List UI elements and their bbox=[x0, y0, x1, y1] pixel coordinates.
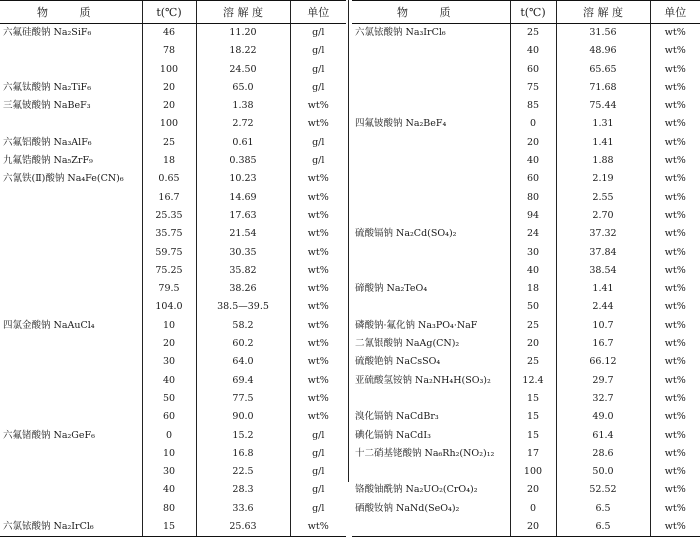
temperature-cell: 10 bbox=[142, 317, 196, 335]
substance-cell bbox=[0, 244, 142, 262]
unit-cell: wt% bbox=[650, 170, 700, 188]
substance-cell bbox=[0, 225, 142, 243]
temperature-cell: 15 bbox=[510, 408, 556, 426]
table-row bbox=[352, 189, 700, 207]
substance-cell bbox=[352, 207, 510, 225]
unit-cell: wt% bbox=[650, 427, 700, 445]
temperature-cell: 25 bbox=[510, 353, 556, 371]
unit-cell: wt% bbox=[290, 207, 346, 225]
table-row bbox=[352, 317, 700, 335]
unit-cell: wt% bbox=[650, 225, 700, 243]
unit-cell: wt% bbox=[290, 317, 346, 335]
table-row bbox=[0, 463, 346, 481]
table-row bbox=[0, 170, 346, 188]
substance-cell bbox=[0, 115, 142, 133]
solubility-cell: 28.6 bbox=[556, 445, 650, 463]
substance-cell bbox=[0, 463, 142, 481]
unit-cell: wt% bbox=[290, 335, 346, 353]
table-row bbox=[0, 189, 346, 207]
substance-cell: 六氟锗酸钠 Na₂GeF₆ bbox=[3, 429, 95, 441]
unit-cell: wt% bbox=[650, 317, 700, 335]
substance-cell: 十二硝基铑酸钠 Na₆Rh₂(NO₂)₁₂ bbox=[355, 447, 495, 459]
temperature-cell: 40 bbox=[510, 152, 556, 170]
substance-cell bbox=[352, 463, 510, 481]
solubility-cell: 48.96 bbox=[556, 42, 650, 60]
unit-cell: wt% bbox=[650, 463, 700, 481]
table-row bbox=[352, 408, 700, 426]
substance-cell: 六氯铱酸钠 Na₃IrCl₆ bbox=[355, 27, 446, 38]
substance-cell: 二氰银酸钠 NaAg(CN)₂ bbox=[355, 338, 460, 350]
substance-cell bbox=[0, 335, 142, 353]
solubility-cell: 6.5 bbox=[556, 500, 650, 518]
temperature-cell: 85 bbox=[510, 97, 556, 115]
solubility-cell: 77.5 bbox=[196, 390, 290, 408]
header-substance: 物 质 bbox=[352, 1, 510, 24]
substance-cell: 六氯铱酸钠 Na₂IrCl₆ bbox=[0, 518, 142, 537]
unit-cell: g/l bbox=[290, 24, 346, 43]
unit-cell: g/l bbox=[290, 500, 346, 518]
header-solubility: 溶 解 度 bbox=[196, 1, 290, 24]
temperature-cell: 100 bbox=[142, 61, 196, 79]
substance-cell: 硫酸镉钠 Na₂Cd(SO₄)₂ bbox=[355, 228, 457, 240]
solubility-cell: 58.2 bbox=[196, 317, 290, 335]
left-solubility-table bbox=[0, 0, 346, 537]
table-row bbox=[0, 353, 346, 371]
solubility-cell: 2.70 bbox=[556, 207, 650, 225]
temperature-cell: 104.0 bbox=[142, 298, 196, 316]
substance-cell bbox=[0, 408, 142, 426]
substance-cell bbox=[352, 79, 510, 97]
table-row bbox=[352, 225, 700, 243]
solubility-cell: 2.55 bbox=[556, 189, 650, 207]
temperature-cell: 100 bbox=[510, 463, 556, 481]
solubility-cell: 61.4 bbox=[556, 427, 650, 445]
table-row bbox=[352, 353, 700, 371]
unit-cell: wt% bbox=[650, 518, 700, 537]
table-row bbox=[0, 500, 346, 518]
unit-cell: g/l bbox=[290, 42, 346, 60]
unit-cell: wt% bbox=[650, 97, 700, 115]
temperature-cell: 10 bbox=[142, 445, 196, 463]
temperature-cell: 75 bbox=[510, 79, 556, 97]
temperature-cell: 94 bbox=[510, 207, 556, 225]
temperature-cell: 20 bbox=[510, 481, 556, 499]
temperature-cell: 75.25 bbox=[142, 262, 196, 280]
substance-cell: 四氯金酸钠 NaAuCl₄ bbox=[3, 319, 95, 331]
solubility-cell: 14.69 bbox=[196, 189, 290, 207]
solubility-cell: 6.5 bbox=[556, 518, 650, 537]
unit-cell: wt% bbox=[650, 189, 700, 207]
temperature-cell: 60 bbox=[510, 61, 556, 79]
substance-cell bbox=[0, 262, 142, 280]
temperature-cell: 50 bbox=[510, 298, 556, 316]
temperature-cell: 0 bbox=[510, 115, 556, 133]
unit-cell: wt% bbox=[290, 262, 346, 280]
substance-cell: 溴化镉钠 NaCdBr₃ bbox=[355, 411, 439, 423]
solubility-cell: 0.61 bbox=[196, 134, 290, 152]
header-temperature: t(℃) bbox=[142, 1, 196, 24]
solubility-cell: 28.3 bbox=[196, 481, 290, 499]
table-row bbox=[0, 390, 346, 408]
substance-cell bbox=[0, 298, 142, 316]
unit-cell: wt% bbox=[650, 152, 700, 170]
temperature-cell: 80 bbox=[142, 500, 196, 518]
right-solubility-table bbox=[352, 0, 700, 537]
substance-cell: 亚硫酸氢铵钠 Na₂NH₄H(SO₃)₂ bbox=[355, 374, 491, 386]
unit-cell: wt% bbox=[290, 298, 346, 316]
solubility-cell: 75.44 bbox=[556, 97, 650, 115]
solubility-cell: 37.32 bbox=[556, 225, 650, 243]
solubility-cell: 17.63 bbox=[196, 207, 290, 225]
temperature-cell: 60 bbox=[510, 170, 556, 188]
solubility-cell: 1.41 bbox=[556, 134, 650, 152]
unit-cell: wt% bbox=[290, 280, 346, 298]
solubility-cell: 30.35 bbox=[196, 244, 290, 262]
temperature-cell: 15 bbox=[510, 390, 556, 408]
solubility-cell: 18.22 bbox=[196, 42, 290, 60]
substance-cell bbox=[0, 42, 142, 60]
temperature-cell: 0 bbox=[142, 427, 196, 445]
unit-cell: wt% bbox=[650, 24, 700, 43]
solubility-cell: 22.5 bbox=[196, 463, 290, 481]
unit-cell: wt% bbox=[290, 390, 346, 408]
substance-cell: 六氰铁(Ⅱ)酸钠 Na₄Fe(CN)₆ bbox=[3, 173, 124, 185]
table-row bbox=[352, 207, 700, 225]
column-divider bbox=[348, 0, 349, 482]
unit-cell: wt% bbox=[650, 445, 700, 463]
unit-cell: wt% bbox=[650, 61, 700, 79]
unit-cell: g/l bbox=[290, 481, 346, 499]
solubility-cell: 49.0 bbox=[556, 408, 650, 426]
substance-cell bbox=[352, 262, 510, 280]
solubility-cell: 60.2 bbox=[196, 335, 290, 353]
unit-cell: wt% bbox=[290, 518, 346, 537]
temperature-cell: 50 bbox=[142, 390, 196, 408]
substance-cell bbox=[0, 61, 142, 79]
unit-cell: g/l bbox=[290, 134, 346, 152]
table-row bbox=[0, 427, 346, 445]
solubility-cell: 0.385 bbox=[196, 152, 290, 170]
unit-cell: wt% bbox=[650, 353, 700, 371]
unit-cell: g/l bbox=[290, 79, 346, 97]
solubility-cell: 66.12 bbox=[556, 353, 650, 371]
table-row bbox=[352, 244, 700, 262]
substance-cell bbox=[0, 189, 142, 207]
temperature-cell: 0 bbox=[510, 500, 556, 518]
substance-cell bbox=[0, 207, 142, 225]
left-table-section bbox=[0, 0, 346, 533]
substance-cell bbox=[0, 372, 142, 390]
table-row bbox=[0, 280, 346, 298]
table-row bbox=[352, 42, 700, 60]
substance-cell bbox=[352, 152, 510, 170]
table-row bbox=[352, 427, 700, 445]
solubility-cell: 69.4 bbox=[196, 372, 290, 390]
temperature-cell: 30 bbox=[510, 244, 556, 262]
solubility-cell: 2.19 bbox=[556, 170, 650, 188]
solubility-cell: 24.50 bbox=[196, 61, 290, 79]
unit-cell: wt% bbox=[290, 170, 346, 188]
temperature-cell: 20 bbox=[142, 79, 196, 97]
solubility-cell: 1.41 bbox=[556, 280, 650, 298]
solubility-cell: 90.0 bbox=[196, 408, 290, 426]
temperature-cell: 30 bbox=[142, 353, 196, 371]
substance-cell bbox=[352, 170, 510, 188]
temperature-cell: 40 bbox=[142, 481, 196, 499]
table-row bbox=[0, 298, 346, 316]
solubility-cell: 2.44 bbox=[556, 298, 650, 316]
temperature-cell: 25 bbox=[510, 317, 556, 335]
temperature-cell: 25 bbox=[142, 134, 196, 152]
temperature-cell: 40 bbox=[142, 372, 196, 390]
right-table-section bbox=[352, 0, 700, 533]
solubility-cell: 71.68 bbox=[556, 79, 650, 97]
table-row bbox=[0, 408, 346, 426]
table-row bbox=[0, 518, 346, 537]
substance-cell: 九氟锆酸钠 Na₅ZrF₉ bbox=[3, 155, 93, 167]
unit-cell: wt% bbox=[290, 372, 346, 390]
temperature-cell: 40 bbox=[510, 42, 556, 60]
unit-cell: wt% bbox=[650, 408, 700, 426]
solubility-cell: 10.23 bbox=[196, 170, 290, 188]
substance-cell: 硒酸钕钠 NaNd(SeO₄)₂ bbox=[355, 502, 460, 514]
table-row bbox=[0, 115, 346, 133]
temperature-cell: 20 bbox=[510, 335, 556, 353]
table-row bbox=[352, 61, 700, 79]
unit-cell: wt% bbox=[650, 207, 700, 225]
substance-cell bbox=[0, 390, 142, 408]
temperature-cell: 100 bbox=[142, 115, 196, 133]
substance-cell: 硫酸铯钠 NaCsSO₄ bbox=[355, 356, 441, 368]
table-row bbox=[0, 152, 346, 170]
solubility-cell: 21.54 bbox=[196, 225, 290, 243]
temperature-cell: 80 bbox=[510, 189, 556, 207]
substance-cell bbox=[0, 500, 142, 518]
unit-cell: wt% bbox=[650, 79, 700, 97]
solubility-cell: 25.63 bbox=[196, 518, 290, 537]
substance-cell bbox=[352, 189, 510, 207]
temperature-cell: 40 bbox=[510, 262, 556, 280]
unit-cell: wt% bbox=[290, 244, 346, 262]
left-header-row bbox=[0, 1, 346, 24]
substance-cell bbox=[352, 42, 510, 60]
table-row bbox=[352, 481, 700, 499]
solubility-cell: 29.7 bbox=[556, 372, 650, 390]
header-unit: 单位 bbox=[290, 1, 346, 24]
solubility-cell: 16.8 bbox=[196, 445, 290, 463]
table-row bbox=[352, 518, 700, 537]
solubility-cell: 38.54 bbox=[556, 262, 650, 280]
substance-cell: 六氟硅酸钠 Na₂SiF₆ bbox=[3, 27, 92, 38]
table-row bbox=[352, 372, 700, 390]
solubility-cell: 35.82 bbox=[196, 262, 290, 280]
solubility-cell: 16.7 bbox=[556, 335, 650, 353]
left-table-body bbox=[0, 24, 346, 537]
table-row bbox=[352, 463, 700, 481]
table-row bbox=[0, 97, 346, 115]
table-row bbox=[0, 24, 346, 43]
temperature-cell: 0.65 bbox=[142, 170, 196, 188]
solubility-cell: 10.7 bbox=[556, 317, 650, 335]
table-row bbox=[352, 280, 700, 298]
table-row bbox=[0, 445, 346, 463]
table-row bbox=[352, 152, 700, 170]
solubility-cell: 38.5—39.5 bbox=[196, 298, 290, 316]
unit-cell: wt% bbox=[290, 225, 346, 243]
unit-cell: wt% bbox=[650, 280, 700, 298]
temperature-cell: 20 bbox=[142, 335, 196, 353]
solubility-cell: 11.20 bbox=[196, 24, 290, 43]
unit-cell: wt% bbox=[290, 189, 346, 207]
solubility-cell: 15.2 bbox=[196, 427, 290, 445]
substance-cell bbox=[0, 481, 142, 499]
substance-cell: 铬酸铀酰钠 Na₂UO₂(CrO₄)₂ bbox=[355, 484, 478, 496]
table-row bbox=[0, 207, 346, 225]
table-row bbox=[0, 61, 346, 79]
unit-cell: g/l bbox=[290, 61, 346, 79]
temperature-cell: 79.5 bbox=[142, 280, 196, 298]
solubility-cell: 1.31 bbox=[556, 115, 650, 133]
temperature-cell: 17 bbox=[510, 445, 556, 463]
table-row bbox=[0, 317, 346, 335]
header-solubility: 溶 解 度 bbox=[556, 1, 650, 24]
unit-cell: g/l bbox=[290, 427, 346, 445]
unit-cell: g/l bbox=[290, 463, 346, 481]
unit-cell: wt% bbox=[290, 353, 346, 371]
temperature-cell: 16.7 bbox=[142, 189, 196, 207]
unit-cell: wt% bbox=[650, 262, 700, 280]
unit-cell: wt% bbox=[290, 97, 346, 115]
substance-cell bbox=[0, 445, 142, 463]
table-row bbox=[352, 500, 700, 518]
temperature-cell: 15 bbox=[142, 518, 196, 537]
temperature-cell: 18 bbox=[510, 280, 556, 298]
temperature-cell: 20 bbox=[142, 97, 196, 115]
header-unit: 单位 bbox=[650, 1, 700, 24]
table-row bbox=[0, 225, 346, 243]
solubility-cell: 2.72 bbox=[196, 115, 290, 133]
substance-cell bbox=[0, 280, 142, 298]
substance-cell bbox=[352, 97, 510, 115]
solubility-cell: 1.38 bbox=[196, 97, 290, 115]
substance-cell bbox=[352, 298, 510, 316]
table-row bbox=[352, 262, 700, 280]
table-row bbox=[352, 298, 700, 316]
temperature-cell: 25 bbox=[510, 24, 556, 43]
substance-cell: 碲酸钠 Na₂TeO₄ bbox=[355, 283, 428, 295]
temperature-cell: 25.35 bbox=[142, 207, 196, 225]
table-row bbox=[0, 134, 346, 152]
unit-cell: wt% bbox=[650, 390, 700, 408]
right-header-row bbox=[352, 1, 700, 24]
solubility-cell: 31.56 bbox=[556, 24, 650, 43]
temperature-cell: 78 bbox=[142, 42, 196, 60]
solubility-cell: 52.52 bbox=[556, 481, 650, 499]
right-table-body bbox=[352, 24, 700, 537]
temperature-cell: 35.75 bbox=[142, 225, 196, 243]
table-row bbox=[0, 262, 346, 280]
temperature-cell: 60 bbox=[142, 408, 196, 426]
solubility-cell: 65.65 bbox=[556, 61, 650, 79]
header-substance: 物 质 bbox=[0, 1, 142, 24]
substance-cell bbox=[352, 134, 510, 152]
solubility-cell: 64.0 bbox=[196, 353, 290, 371]
temperature-cell: 24 bbox=[510, 225, 556, 243]
temperature-cell: 59.75 bbox=[142, 244, 196, 262]
unit-cell: wt% bbox=[650, 335, 700, 353]
solubility-cell: 38.26 bbox=[196, 280, 290, 298]
table-row bbox=[352, 79, 700, 97]
table-row bbox=[352, 445, 700, 463]
table-row bbox=[352, 335, 700, 353]
substance-cell bbox=[352, 244, 510, 262]
substance-cell: 三氟铍酸钠 NaBeF₃ bbox=[3, 100, 91, 112]
table-row bbox=[0, 335, 346, 353]
temperature-cell: 46 bbox=[142, 24, 196, 43]
substance-cell: 碘化镉钠 NaCdI₃ bbox=[355, 429, 431, 441]
substance-cell bbox=[352, 390, 510, 408]
unit-cell: wt% bbox=[290, 115, 346, 133]
table-row bbox=[352, 170, 700, 188]
table-row bbox=[352, 97, 700, 115]
solubility-cell: 33.6 bbox=[196, 500, 290, 518]
substance-cell: 六氟钛酸钠 Na₂TiF₆ bbox=[3, 81, 92, 93]
substance-cell bbox=[352, 61, 510, 79]
unit-cell: wt% bbox=[650, 134, 700, 152]
substance-cell: 四氟铍酸钠 Na₂BeF₄ bbox=[355, 118, 447, 130]
temperature-cell: 18 bbox=[142, 152, 196, 170]
table-row bbox=[0, 481, 346, 499]
substance-cell bbox=[352, 518, 510, 537]
unit-cell: wt% bbox=[650, 481, 700, 499]
substance-cell bbox=[0, 353, 142, 371]
table-row bbox=[0, 79, 346, 97]
unit-cell: wt% bbox=[650, 298, 700, 316]
temperature-cell: 20 bbox=[510, 134, 556, 152]
temperature-cell: 30 bbox=[142, 463, 196, 481]
table-row bbox=[352, 134, 700, 152]
header-temperature: t(℃) bbox=[510, 1, 556, 24]
unit-cell: g/l bbox=[290, 152, 346, 170]
solubility-cell: 65.0 bbox=[196, 79, 290, 97]
temperature-cell: 12.4 bbox=[510, 372, 556, 390]
unit-cell: wt% bbox=[650, 115, 700, 133]
solubility-cell: 32.7 bbox=[556, 390, 650, 408]
substance-cell: 六氟铝酸钠 Na₃AlF₆ bbox=[3, 136, 92, 148]
table-row bbox=[0, 372, 346, 390]
substance-cell: 磷酸钠·氟化钠 Na₃PO₄·NaF bbox=[355, 319, 478, 331]
temperature-cell: 20 bbox=[510, 518, 556, 537]
table-row bbox=[0, 244, 346, 262]
unit-cell: wt% bbox=[290, 408, 346, 426]
temperature-cell: 15 bbox=[510, 427, 556, 445]
unit-cell: wt% bbox=[650, 500, 700, 518]
table-row bbox=[352, 115, 700, 133]
solubility-cell: 37.84 bbox=[556, 244, 650, 262]
unit-cell: wt% bbox=[650, 244, 700, 262]
unit-cell: g/l bbox=[290, 445, 346, 463]
unit-cell: wt% bbox=[650, 42, 700, 60]
table-row bbox=[0, 42, 346, 60]
solubility-cell: 50.0 bbox=[556, 463, 650, 481]
table-row bbox=[352, 390, 700, 408]
table-row bbox=[352, 24, 700, 43]
solubility-cell: 1.88 bbox=[556, 152, 650, 170]
unit-cell: wt% bbox=[650, 372, 700, 390]
